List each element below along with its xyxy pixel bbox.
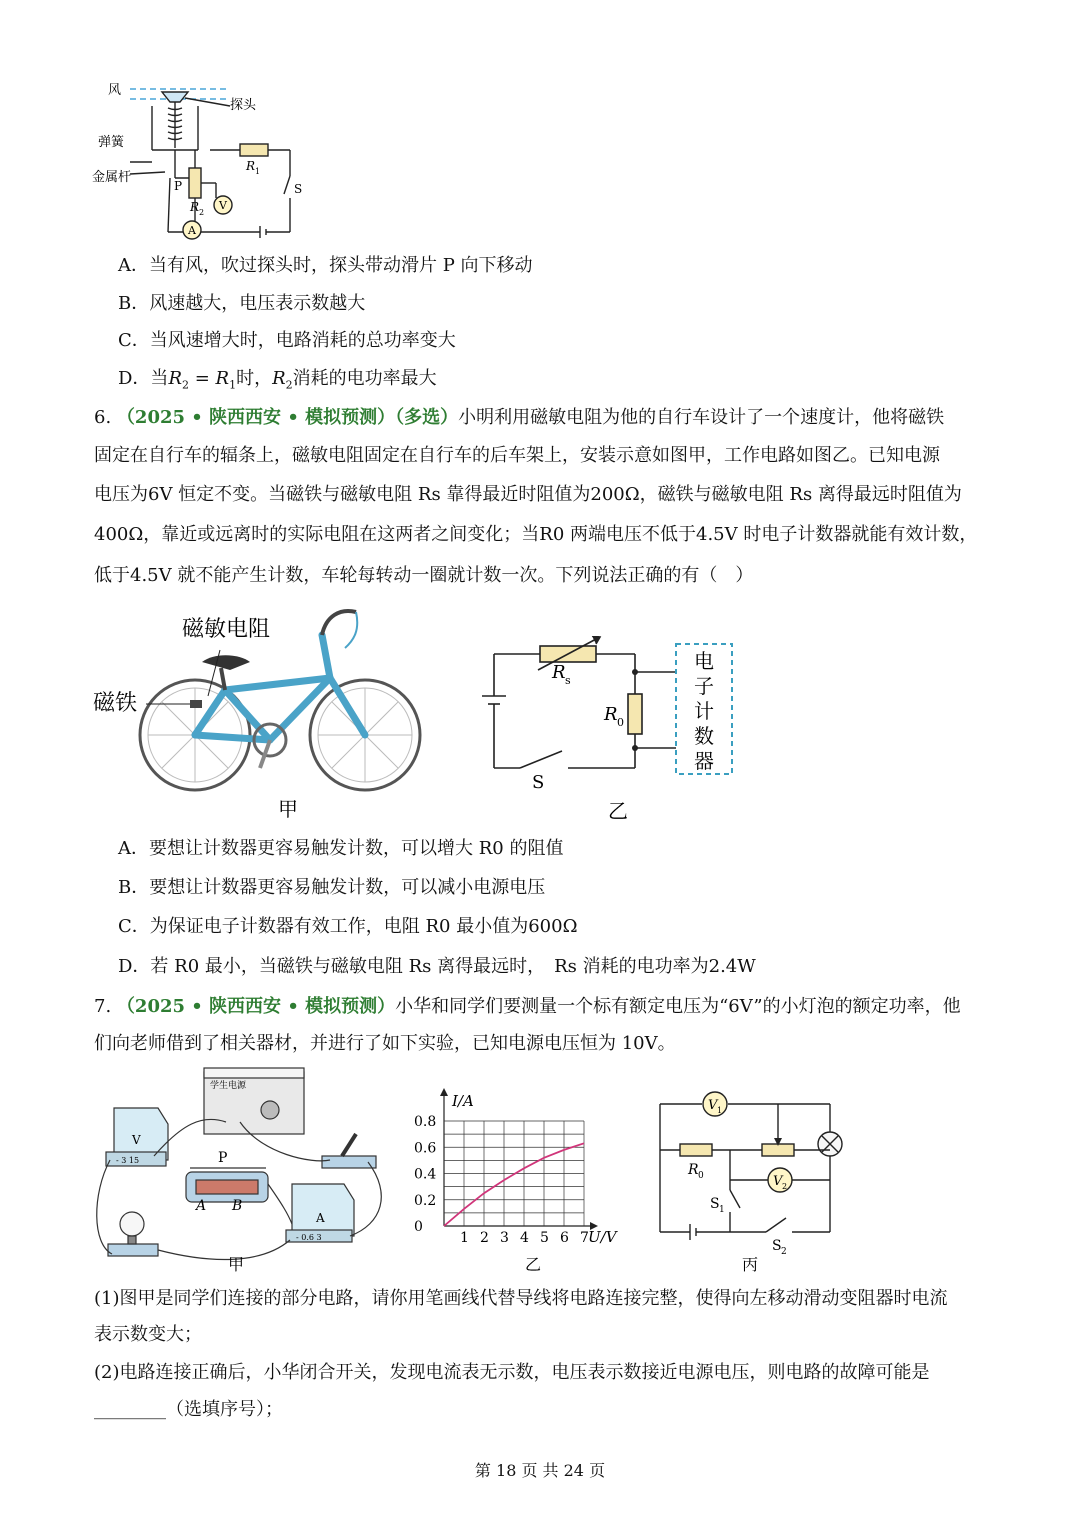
fig-yi-caption: 乙 xyxy=(608,799,628,823)
v2-sub: 2 xyxy=(782,1182,788,1191)
q7-sub1: (1)图甲是同学们连接的部分电路，请你用笔画线代替导线将电路连接完整，使得向左移动滑动变阻器时电流 xyxy=(94,1288,948,1309)
fig7-yi-caption: 乙 xyxy=(525,1255,542,1274)
r1-sub: 1 xyxy=(255,167,261,176)
q6-option-b: B．要想让计数器更容易触发计数，可以减小电源电压 xyxy=(118,877,546,898)
y-tick-label: 0.2 xyxy=(414,1192,437,1209)
counter-char-5: 器 xyxy=(694,749,714,773)
q7-sub1-cont: 表示数变大； xyxy=(94,1324,202,1345)
counter-circuit-figure xyxy=(480,636,740,826)
y-axis-label: I/A xyxy=(452,1092,474,1110)
q6-option-c: C．为保证电子计数器有效工作，电阻 R0 最小值为600Ω xyxy=(118,916,578,937)
counter-char-3: 计 xyxy=(694,699,714,723)
counter-char-2: 子 xyxy=(694,674,714,698)
rheostat-a-label: A xyxy=(196,1198,207,1214)
q7-sub2: (2)电路连接正确后，小华闭合开关，发现电流表无示数，电压表示数接近电源电压，则电路的故障可能是 xyxy=(94,1362,930,1383)
fig-jia-caption: 甲 xyxy=(278,797,298,821)
q6-kind-tag: （多选） xyxy=(395,407,459,428)
counter-char-4: 数 xyxy=(694,724,714,748)
bicycle-figure xyxy=(90,600,430,825)
x-tick-label: 1 xyxy=(460,1230,469,1246)
q7-line-1: 7. （2025 • 陕西西安 • 模拟预测）小华和同学们要测量一个标有额定电压为“6V”的小灯泡的额定功率，他 xyxy=(94,996,961,1017)
v1-sub: 1 xyxy=(717,1106,723,1115)
ammeter-label: A xyxy=(188,224,196,237)
x-tick-label: 5 xyxy=(540,1230,549,1246)
y-tick-label: 0.6 xyxy=(414,1140,437,1157)
q5-option-a: A．当有风，吹过探头时，探头带动滑片 P 向下移动 xyxy=(118,255,533,276)
rs-label: R xyxy=(552,662,566,683)
s1-label: S xyxy=(710,1196,720,1212)
rs-sub: s xyxy=(565,674,571,687)
y-tick-label: 0 xyxy=(414,1219,423,1235)
r2-sub: 2 xyxy=(199,208,205,217)
power-supply-label: 学生电源 xyxy=(210,1081,247,1091)
r1-label: R xyxy=(246,159,256,173)
lamp-circuit-figure xyxy=(654,1086,854,1276)
r0-label: R xyxy=(604,704,618,725)
voltmeter-v-label: V xyxy=(132,1133,141,1147)
ammeter-a-label: A xyxy=(316,1211,325,1225)
wind-label: 风 xyxy=(108,83,122,98)
q7-source-tag: （2025 • 陕西西安 • 模拟预测） xyxy=(116,996,396,1017)
s1-sub: 1 xyxy=(719,1205,725,1215)
slider-label: P xyxy=(174,179,183,193)
v1-label: V xyxy=(708,1098,718,1113)
ammeter-scale: - 0.6 3 xyxy=(296,1233,322,1242)
series-line-I-U xyxy=(444,1143,584,1226)
wind-circuit-figure xyxy=(90,78,320,250)
q5-option-d: D．当$R_2 = R_1$时，$R_2$消耗的电功率最大 xyxy=(118,368,437,392)
apparatus-figure xyxy=(92,1064,392,1278)
fig7-bing-caption: 丙 xyxy=(742,1255,759,1274)
x-tick-label: 6 xyxy=(560,1230,569,1246)
y-tick-label: 0.4 xyxy=(414,1166,437,1183)
q6-line-4: 400Ω，靠近或远离时的实际电阻在这两者之间变化；当R0 两端电压不低于4.5V 时电子计数器就能有效计数， xyxy=(94,524,978,545)
r2-label: R xyxy=(190,200,200,214)
q5-option-c: C．当风速增大时，电路消耗的总功率变大 xyxy=(118,330,456,351)
rheostat-p-label: P xyxy=(218,1150,228,1166)
v2-label: V xyxy=(773,1174,783,1189)
r0-sub: 0 xyxy=(617,716,624,729)
q6-option-d: D．若 R0 最小，当磁铁与磁敏电阻 Rs 离得最远时， Rs 消耗的电功率为2.4W xyxy=(118,956,756,977)
probe-label: 探头 xyxy=(230,98,257,113)
voltmeter-label: V xyxy=(219,199,227,212)
s2-label: S xyxy=(772,1238,782,1254)
voltmeter-scale: - 3 15 xyxy=(116,1156,140,1165)
q6-line-2: 固定在自行车的辐条上，磁敏电阻固定在自行车的后车架上，安装示意如图甲，工作电路如图乙。已知电源 xyxy=(94,445,940,466)
bike-magnet-label: 磁铁 xyxy=(93,691,138,716)
switch-s-label: S xyxy=(532,772,545,793)
q6-line-3: 电压为6V 恒定不变。当磁铁与磁敏电阻 Rs 靠得最近时阻值为200Ω，磁铁与磁敏电阻 Rs 离得最远时阻值为 xyxy=(94,484,962,505)
q5-option-b: B．风速越大，电压表示数越大 xyxy=(118,293,366,314)
y-tick-label: 0.8 xyxy=(414,1114,437,1130)
bike-sensor-label: 磁敏电阻 xyxy=(182,617,271,642)
fig7-jia-caption: 甲 xyxy=(228,1255,245,1274)
q7-sub2-cont: ________（选填序号）； xyxy=(94,1399,283,1420)
x-axis-label: U/V xyxy=(588,1228,617,1246)
rheostat-b-label: B xyxy=(232,1198,243,1214)
switch-label: S xyxy=(294,182,303,196)
x-tick-label: 3 xyxy=(500,1230,509,1246)
q6-source-tag: （2025 • 陕西西安 • 模拟预测） xyxy=(116,407,396,428)
x-tick-label: 7 xyxy=(580,1230,589,1246)
r0-circuit-label: R xyxy=(688,1162,699,1178)
q7-line-2: 们向老师借到了相关器材，并进行了如下实验，已知电源电压恒为 10V。 xyxy=(94,1033,676,1054)
counter-char-1: 电 xyxy=(694,649,714,673)
x-tick-label: 2 xyxy=(480,1230,489,1246)
iu-chart xyxy=(410,1084,640,1278)
x-tick-label: 4 xyxy=(520,1230,529,1246)
spring-label: 弹簧 xyxy=(98,135,125,150)
s2-sub: 2 xyxy=(781,1247,787,1257)
q6-option-a: A．要想让计数器更容易触发计数，可以增大 R0 的阻值 xyxy=(118,838,564,859)
q6-line-5: 低于4.5V 就不能产生计数，车轮每转动一圈就计数一次。下列说法正确的有（ ） xyxy=(94,565,754,586)
page-footer: 第 18 页 共 24 页 xyxy=(474,1461,606,1480)
q6-line-1: 6. （2025 • 陕西西安 • 模拟预测）（多选）小明利用磁敏电阻为他的自行车设计了一个速度计，他将磁铁 xyxy=(94,407,945,428)
r0-circuit-sub: 0 xyxy=(698,1171,704,1181)
rod-label: 金属杆 xyxy=(92,170,132,185)
